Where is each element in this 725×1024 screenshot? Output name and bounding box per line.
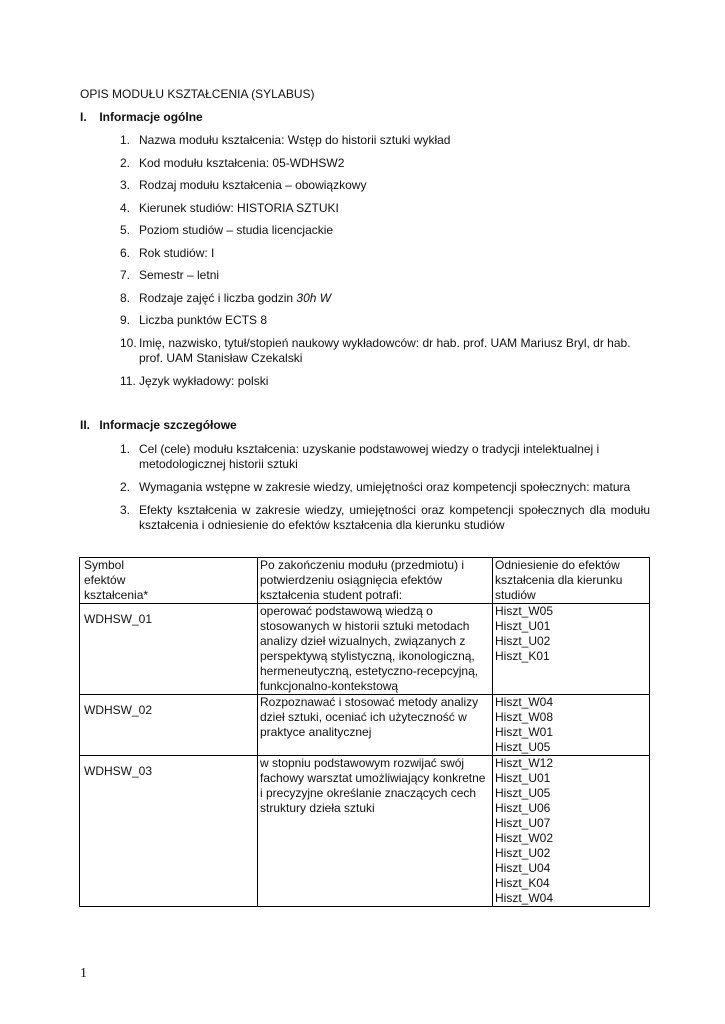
item-number: 4.: [120, 201, 131, 215]
item-number: 5.: [120, 223, 131, 237]
list-item: [120, 178, 650, 193]
item-text: Rodzaj modułu kształcenia – obowiązkowy: [139, 178, 367, 192]
list-item: [120, 201, 650, 216]
item-number: 1.: [120, 442, 131, 456]
reference-code: Hiszt_U02: [495, 846, 551, 860]
section-title: Informacje szczegółowe: [99, 418, 237, 432]
reference-code: Hiszt_U07: [495, 816, 551, 830]
page-number: 1: [80, 966, 87, 981]
item-number: 2.: [120, 156, 131, 170]
cell-references: [493, 695, 650, 756]
header-effect: Po zakończeniu modułu (przedmiotu) i potwierdzeniu osiągnięcia efektów kształcenia student potrafi:: [258, 558, 493, 604]
item-text: Kod modułu kształcenia: 05-WDHSW2: [139, 156, 345, 170]
item-text: Cel (cele) modułu kształcenia: uzyskanie podstawowej wiedzy o tradycji intelektualnej i metodologicznej historii sztuki: [139, 442, 600, 471]
list-item: [120, 480, 650, 495]
reference-code: Hiszt_W12: [495, 756, 554, 770]
header-symbol-line: efektów: [84, 573, 126, 587]
list-item: [120, 156, 650, 171]
item-text-emphasis: 30h W: [296, 291, 332, 305]
item-text: Wymagania wstępne w zakresie wiedzy, umiejętności oraz kompetencji społecznych: matura: [139, 480, 631, 494]
reference-code: Hiszt_U01: [495, 619, 551, 633]
item-text: Poziom studiów – studia licencjackie: [139, 223, 334, 237]
reference-code: Hiszt_U05: [495, 786, 551, 800]
section-title: Informacje ogólne: [99, 110, 203, 124]
header-symbol-line: Symbol: [84, 558, 125, 572]
reference-code: Hiszt_K01: [495, 649, 550, 663]
item-text: Rok studiów: I: [139, 246, 215, 260]
cell-effect: w stopniu podstawowym rozwijać swój fachowy warsztat umożliwiający konkretne i precyzyjne określanie znaczących cech struktury dzieła sztuki: [258, 756, 493, 907]
item-number: 1.: [120, 133, 131, 147]
list-item: [120, 503, 650, 533]
item-text: Język wykładowy: polski: [139, 374, 269, 388]
item-number: 8.: [120, 291, 131, 305]
learning-outcomes-table: [79, 557, 650, 907]
item-number: 10.: [120, 336, 137, 350]
item-text-main: Rodzaje zajęć i liczba godzin: [139, 291, 297, 305]
table-row: [80, 604, 650, 695]
header-symbol-line: kształcenia*: [84, 588, 149, 602]
cell-effect: operować podstawową wiedzą o stosowanych w historii sztuki metodach analizy dzieł wizualnych, związanych z perspektywą stylistyczną, ikonologiczną, hermeneutyczną, estetyczno-recepcyjną, funkcjonalno-kontekstową: [258, 604, 493, 695]
item-number: 2.: [120, 480, 131, 494]
table-header-row: [80, 558, 650, 604]
reference-code: Hiszt_W08: [495, 710, 554, 724]
list-item: [120, 246, 650, 261]
list-item: [120, 374, 650, 389]
item-number: 6.: [120, 246, 131, 260]
reference-code: Hiszt_K04: [495, 876, 550, 890]
list-item: [120, 133, 650, 148]
reference-code: Hiszt_W05: [495, 604, 554, 618]
section-number: II.: [80, 418, 91, 432]
list-item: [120, 313, 650, 328]
cell-symbol: WDHSW_01: [80, 604, 258, 695]
cell-effect: Rozpoznawać i stosować metody analizy dzieł sztuki, oceniać ich użyteczność w praktyce analitycznej: [258, 695, 493, 756]
item-number: 7.: [120, 268, 131, 282]
item-text: Kierunek studiów: HISTORIA SZTUKI: [139, 201, 339, 215]
item-text: Liczba punktów ECTS 8: [139, 313, 268, 327]
reference-code: Hiszt_W02: [495, 831, 554, 845]
item-number: 11.: [120, 374, 136, 388]
header-reference: Odniesienie do efektów kształcenia dla kierunku studiów: [493, 558, 650, 604]
header-symbol: [80, 558, 258, 604]
list-item: [120, 442, 650, 472]
list-item: [120, 291, 650, 306]
item-text: [139, 291, 650, 306]
cell-references: [493, 604, 650, 695]
table-row: [80, 695, 650, 756]
reference-code: Hiszt_U06: [495, 801, 551, 815]
item-text: Imię, nazwisko, tytuł/stopień naukowy wykładowców: dr hab. prof. UAM Mariusz Bryl, dr hab. prof. UAM Stanisław Czekalski: [139, 336, 631, 365]
reference-code: Hiszt_W04: [495, 695, 554, 709]
item-number: 3.: [120, 503, 131, 517]
cell-references: [493, 756, 650, 907]
table-row: [80, 756, 650, 907]
list-item: [120, 223, 650, 238]
section-heading-general: [80, 110, 203, 124]
item-number: 3.: [120, 178, 131, 192]
cell-symbol: WDHSW_02: [80, 695, 258, 756]
item-text: Efekty kształcenia w zakresie wiedzy, umiejętności oraz kompetencji społecznych dla modułu kształcenia i odniesienie do efektów kształcenia dla kierunku studiów: [139, 503, 650, 532]
document-title: OPIS MODUŁU KSZTAŁCENIA (SYLABUS): [80, 87, 315, 101]
item-text: Semestr – letni: [139, 268, 220, 282]
item-number: 9.: [120, 313, 131, 327]
list-item: [120, 268, 650, 283]
list-item: [120, 336, 650, 366]
reference-code: Hiszt_U05: [495, 740, 551, 754]
reference-code: Hiszt_U04: [495, 861, 551, 875]
section-heading-detailed: [80, 418, 237, 432]
reference-code: Hiszt_U01: [495, 771, 551, 785]
reference-code: Hiszt_W01: [495, 725, 554, 739]
reference-code: Hiszt_U02: [495, 634, 551, 648]
cell-symbol: WDHSW_03: [80, 756, 258, 907]
reference-code: Hiszt_W04: [495, 891, 554, 905]
section-number: I.: [80, 110, 87, 124]
item-text: Nazwa modułu kształcenia: Wstęp do historii sztuki wykład: [139, 133, 451, 147]
